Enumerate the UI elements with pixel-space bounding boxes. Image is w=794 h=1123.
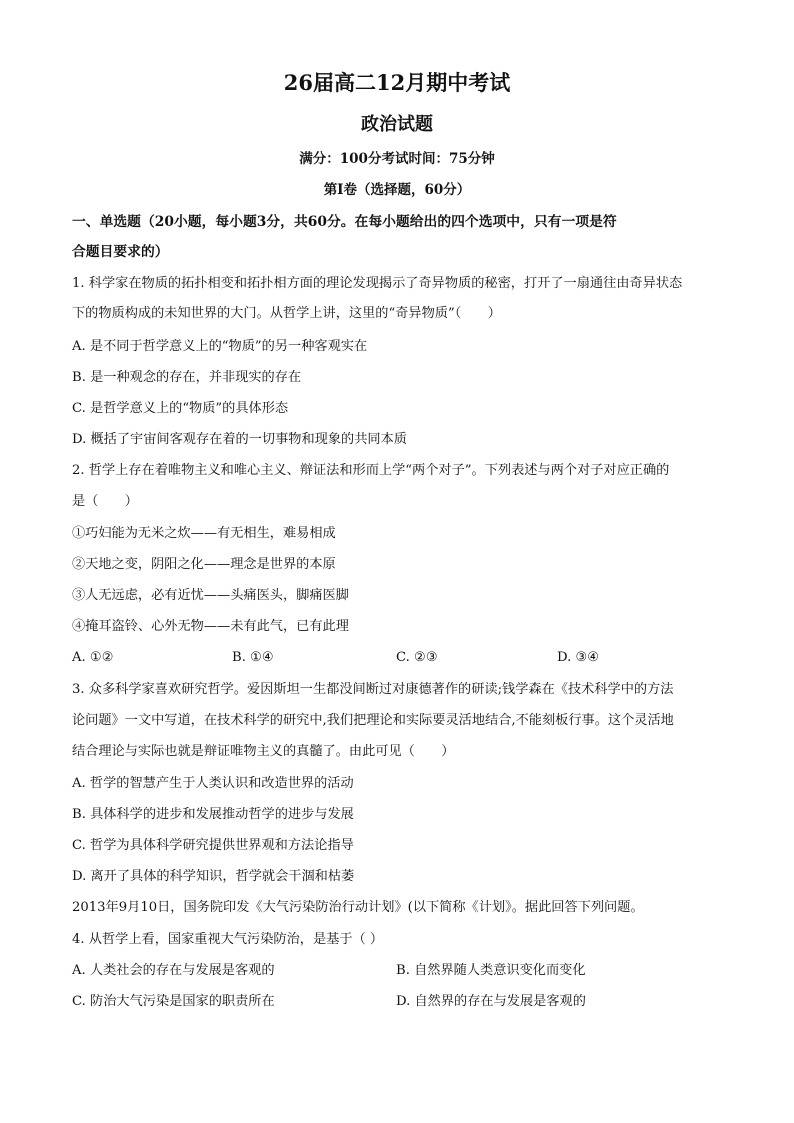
q1-option-b: B. 是一种观念的存在，并非现实的存在 <box>72 370 302 385</box>
q4-option-b: B. 自然界随人类意识变化而变化 <box>396 963 586 978</box>
q2-option-c: C. ②③ <box>396 650 438 665</box>
q3-stem-line1: 3. 众多科学家喜欢研究哲学。爱因斯坦一生都没间断过对康德著作的研读;钱学森在《技术科学中的方法 <box>72 682 674 697</box>
section-heading-line2: 合题目要求的） <box>72 244 169 260</box>
q2-stem-line2: 是（ ） <box>72 494 138 509</box>
q2-option-a: A. ①② <box>72 650 114 665</box>
q2-stem-line1: 2. 哲学上存在着唯物主义和唯心主义、辩证法和形而上学“两个对子”。下列表述与两个对子对应正确的 <box>72 463 670 478</box>
q2-item-2: ②天地之变，阴阳之化——理念是世界的本原 <box>72 557 336 572</box>
q4-option-d: D. 自然界的存在与发展是客观的 <box>396 994 586 1009</box>
material-text: 2013年9月10日，国务院印发《大气污染防治行动计划》(以下简称《计划》。据此回答下列问题。 <box>72 900 644 915</box>
q3-stem-line3: 结合理论与实际也就是辩证唯物主义的真髓了。由此可见（ ） <box>72 744 455 759</box>
q1-option-c: C. 是哲学意义上的“物质”的具体形态 <box>72 401 289 416</box>
q4-stem: 4. 从哲学上看，国家重视大气污染防治，是基于（ ） <box>72 932 384 947</box>
q4-option-c: C. 防治大气污染是国家的职责所在 <box>72 994 275 1009</box>
subject-title: 政治试题 <box>361 114 433 135</box>
q2-item-1: ①巧妇能为无米之炊——有无相生，难易相成 <box>72 526 336 541</box>
exam-title: 26届高二12月期中考试 <box>283 70 511 95</box>
volume-heading: 第I卷（选择题，60分） <box>323 182 471 198</box>
q2-item-3: ③人无远虑，必有近忧——头痛医头，脚痛医脚 <box>72 588 349 603</box>
q1-option-a: A. 是不同于哲学意义上的“物质”的另一种客观实在 <box>72 339 368 354</box>
q2-item-4: ④掩耳盗铃、心外无物——未有此气，已有此理 <box>72 619 349 634</box>
exam-meta: 满分：100分考试时间：75分钟 <box>299 151 495 167</box>
q3-option-d: D. 离开了具体的科学知识，哲学就会干涸和枯萎 <box>72 869 355 884</box>
q1-stem-line2: 下的物质构成的未知世界的大门。从哲学上讲，这里的“奇异物质”（ ） <box>72 306 501 321</box>
q3-option-c: C. 哲学为具体科学研究提供世界观和方法论指导 <box>72 838 354 853</box>
q3-stem-line2: 论问题》一文中写道，在技术科学的研究中,我们把理论和实际要灵活地结合,不能刻板行事。这个灵活地 <box>72 713 674 728</box>
q3-option-a: A. 哲学的智慧产生于人类认识和改造世界的活动 <box>72 776 354 791</box>
q2-option-d: D. ③④ <box>557 650 600 665</box>
q4-option-a: A. 人类社会的存在与发展是客观的 <box>72 963 275 978</box>
q1-option-d: D. 概括了宇宙间客观存在着的一切事物和现象的共同本质 <box>72 432 407 447</box>
section-heading-line1: 一、单选题（20小题，每小题3分，共60分。在每小题给出的四个选项中，只有一项是符 <box>72 214 617 230</box>
q1-stem-line1: 1. 科学家在物质的拓扑相变和拓扑相方面的理论发现揭示了奇异物质的秘密，打开了一扇通往由奇异状态 <box>72 276 683 291</box>
q3-option-b: B. 具体科学的进步和发展推动哲学的进步与发展 <box>72 807 354 822</box>
q2-option-b: B. ①④ <box>232 650 274 665</box>
